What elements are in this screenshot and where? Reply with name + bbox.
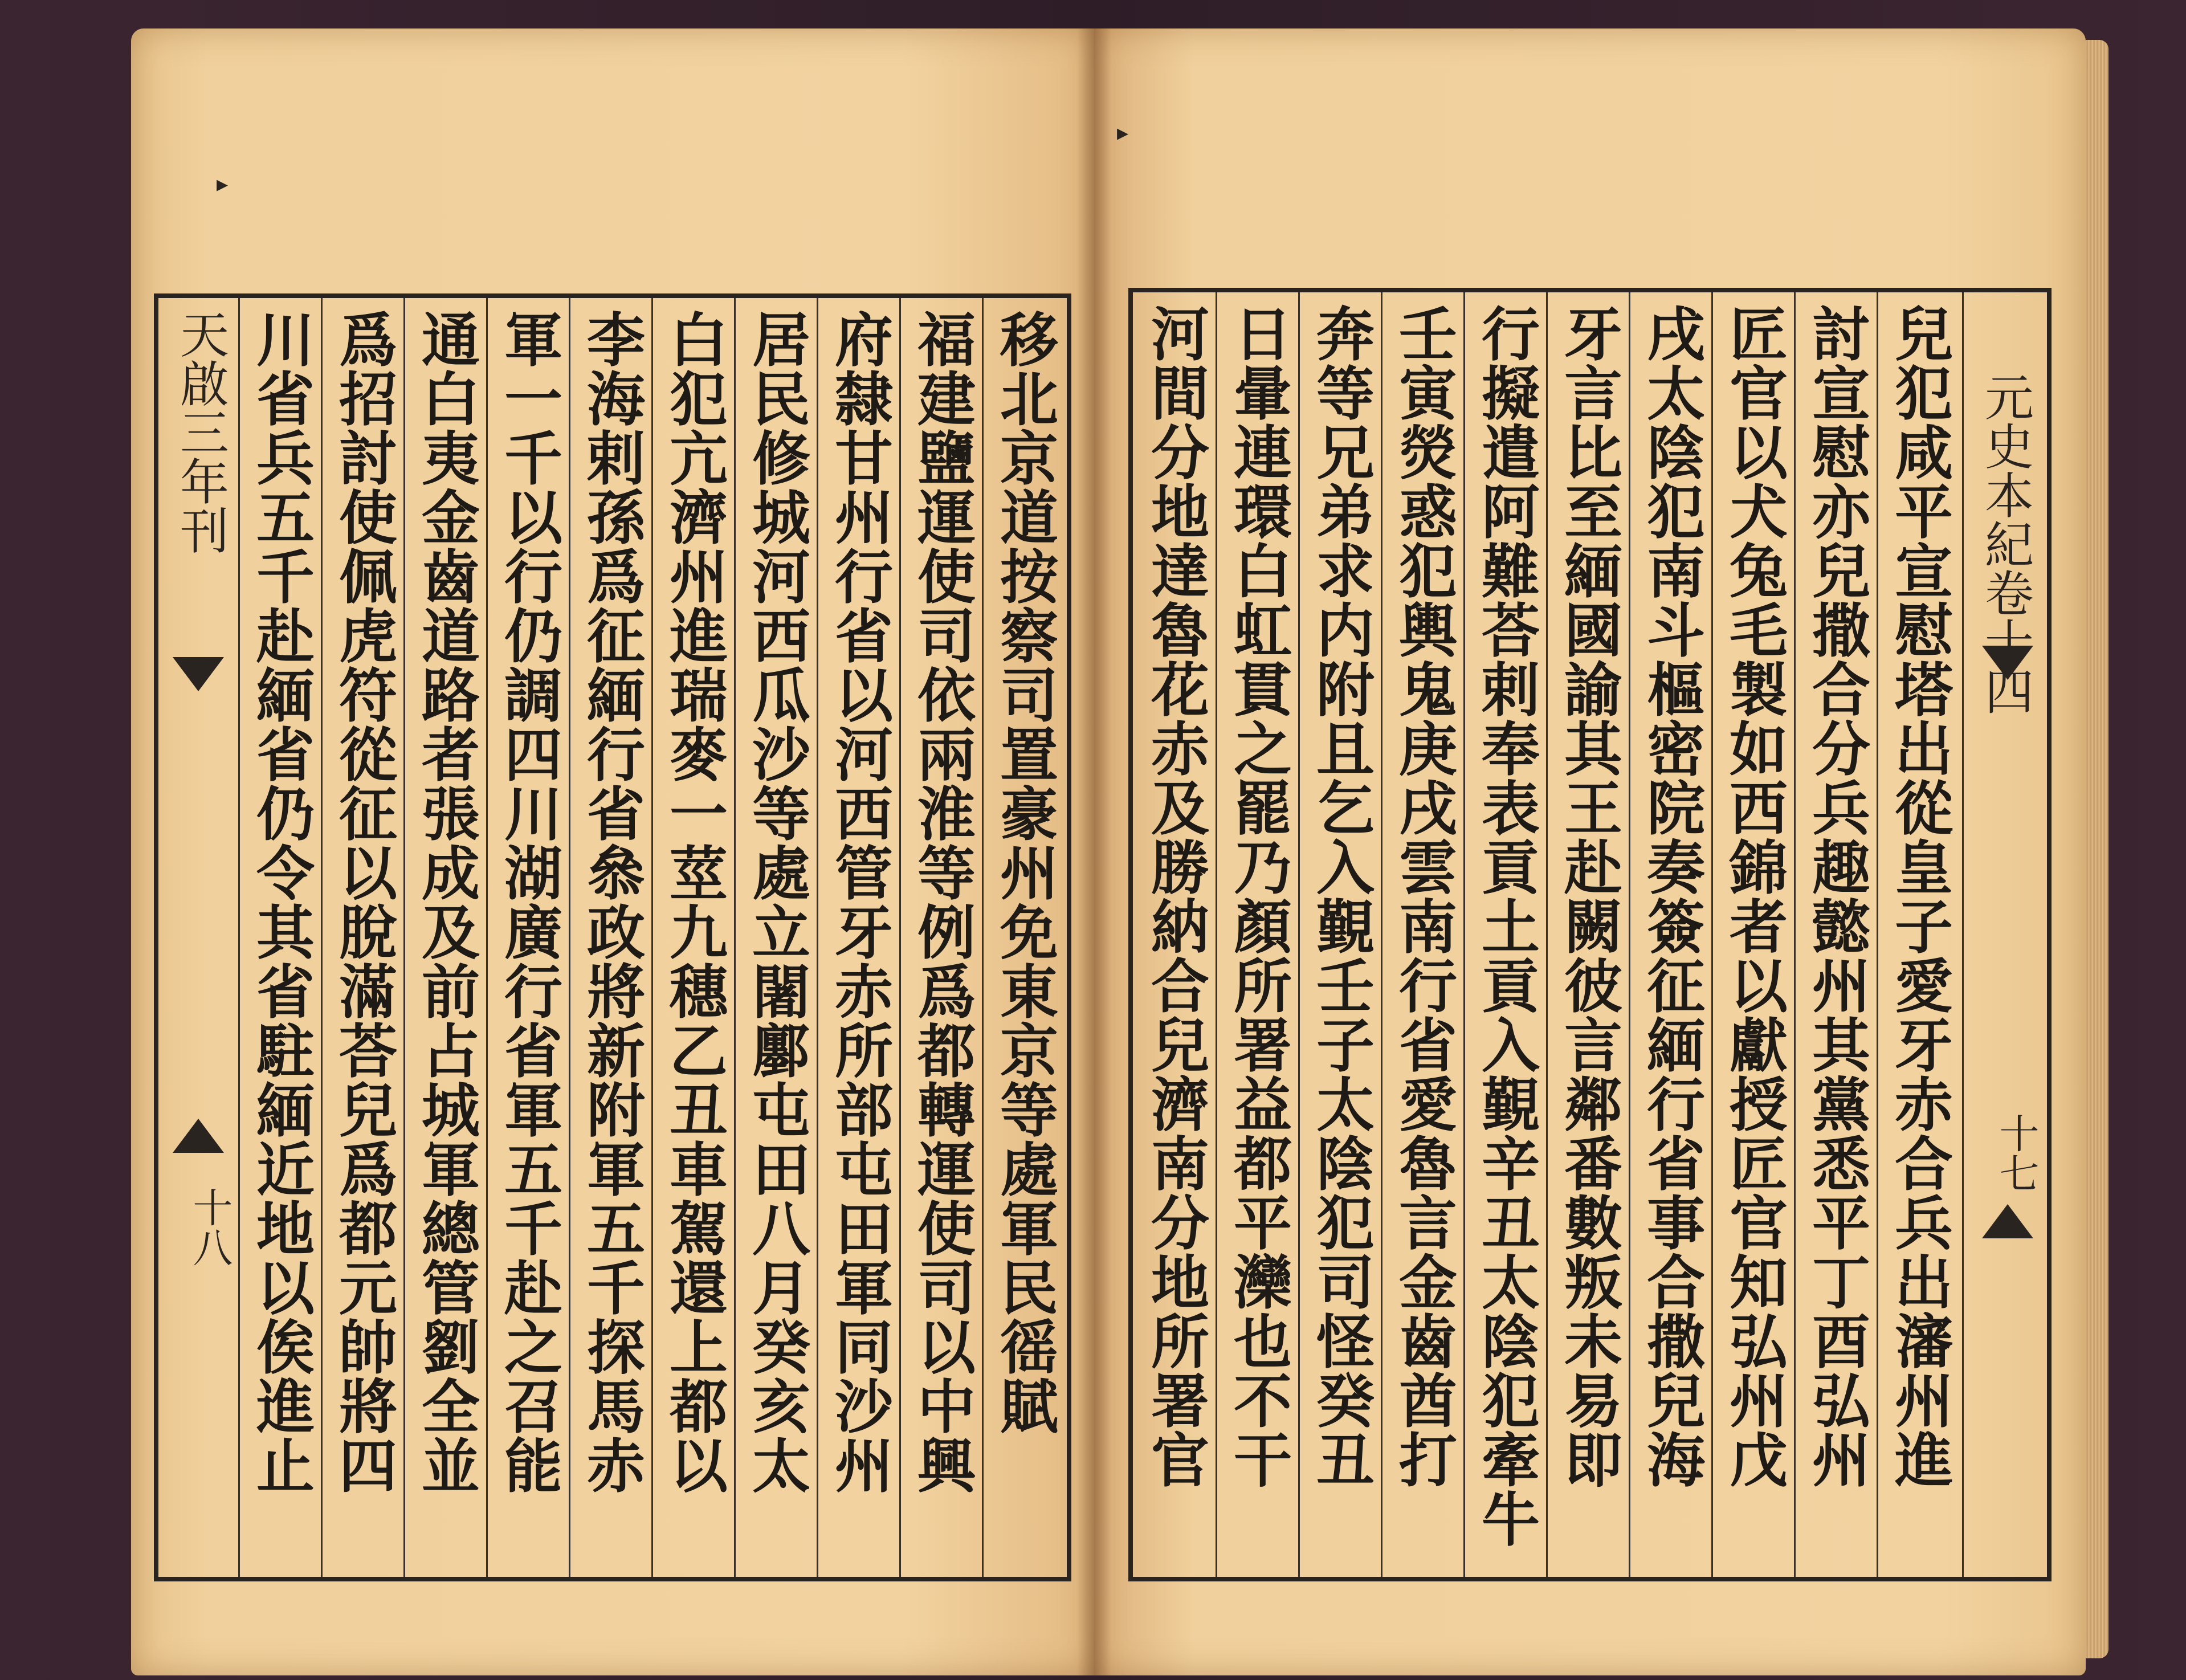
text-column: 居民修城河西瓜沙等處立闍鄽屯田八月癸亥太 [743, 309, 811, 1495]
book-gutter [1077, 28, 1111, 1675]
column-rule [651, 298, 653, 1577]
column-rule [1877, 292, 1878, 1577]
text-column: 通白夷金齒道路者張成及前占城軍總管劉全並 [412, 309, 480, 1495]
text-column: 移北京道按察司置豪州免東京等處軍民徭賦 [990, 309, 1059, 1436]
text-column: 河間分地達魯花赤及勝納合兒濟南分地所署官 [1141, 304, 1210, 1489]
text-column: 行擬遣阿難荅剌奉表貢土貢入覲辛丑太陰犯牽牛 [1472, 304, 1540, 1548]
ink-mark: ▸ [217, 171, 229, 197]
text-column: 討宣慰亦兒撒合分兵趣懿州其黨悉平丁酉弘州 [1802, 304, 1871, 1489]
column-rule [899, 298, 901, 1577]
text-column: 府隸甘州行省以河西管牙赤所部屯田軍同沙州 [825, 309, 894, 1495]
left-margin-text: 天啟三年刊 [172, 309, 229, 554]
text-column: 福建鹽運使司依兩淮等例爲都轉運使司以中興 [908, 309, 976, 1495]
column-rule [1463, 292, 1465, 1577]
text-column: 牙言比至緬國諭其王赴闕彼言鄰番數叛未易即 [1555, 304, 1623, 1489]
column-rule [238, 298, 240, 1577]
text-column: 李海剌孫爲征緬行省叅政將新附軍五千探馬赤 [577, 309, 646, 1495]
ink-mark: ▸ [1117, 120, 1129, 146]
column-rule [1546, 292, 1548, 1577]
column-rule [403, 298, 405, 1577]
open-book [131, 28, 2086, 1675]
text-column: 軍一千以行仍調四川湖廣行省軍五千赴之召能 [495, 309, 563, 1495]
column-rule [1381, 292, 1382, 1577]
column-rule [1962, 292, 1964, 1577]
page-edges [2086, 40, 2108, 1658]
right-text-frame [1128, 288, 2052, 1581]
fish-tail-mark [1982, 646, 2033, 680]
text-column: 奔等兄弟求内附且乞入覲壬子太陰犯司怪癸丑 [1307, 304, 1375, 1489]
fish-tail-mark [1982, 1204, 2033, 1238]
right-margin-text: 元史本紀卷十四 [1976, 372, 2033, 715]
text-column: 兒犯咸平宣慰塔出從皇子愛牙赤合兵出瀋州進 [1885, 304, 1953, 1489]
column-rule [982, 298, 984, 1577]
column-rule [569, 298, 570, 1577]
right-page-number: 十七 [1993, 1113, 2040, 1193]
text-column: 川省兵五千赴緬省仍令其省駐緬近地以俟進止 [247, 309, 315, 1495]
left-text-frame [154, 293, 1071, 1581]
column-rule [1629, 292, 1630, 1577]
column-rule [817, 298, 818, 1577]
text-column: 戌太陰犯南斗樞密院奏簽征緬行省事合撒兒海 [1637, 304, 1706, 1489]
text-column: 爲招討使佩虎符從征以脫滿荅兒爲都元帥將四 [329, 309, 398, 1495]
column-rule [1794, 292, 1796, 1577]
column-rule [1711, 292, 1713, 1577]
fish-tail-mark [173, 657, 224, 691]
text-column: 匠官以犬兔毛製如西錦者以獻授匠官知弘州戊 [1720, 304, 1788, 1489]
column-rule [734, 298, 736, 1577]
column-rule [486, 298, 488, 1577]
text-column: 日暈連環白虹貫之罷乃顏所署益都平灤也不干 [1224, 304, 1292, 1489]
fish-tail-mark [173, 1119, 224, 1153]
left-page-number: 十八 [186, 1187, 233, 1267]
column-rule [321, 298, 323, 1577]
column-rule [1298, 292, 1300, 1577]
text-column: 壬寅熒惑犯輿鬼庚戌雲南行省愛魯言金齒酋打 [1389, 304, 1458, 1489]
column-rule [1216, 292, 1217, 1577]
text-column: 白犯亢濟州進瑞麥一莖九穗乙丑車駕還上都以 [660, 309, 728, 1495]
